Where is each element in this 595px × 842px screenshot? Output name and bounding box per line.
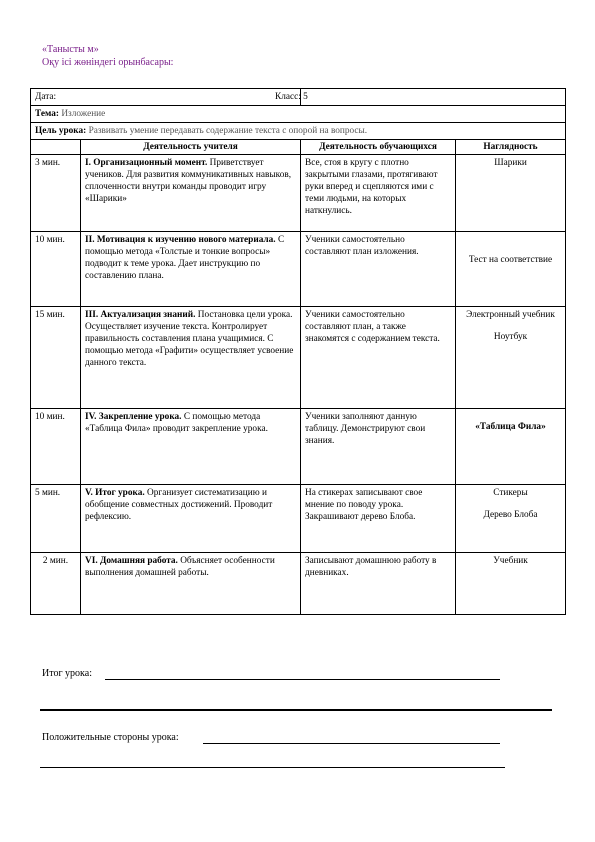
time-cell: 2 мин. [31, 553, 81, 615]
resources-cell [456, 155, 566, 232]
time-cell: 10 мин. [31, 409, 81, 485]
time-cell: 15 мин. [31, 307, 81, 409]
time-cell: 10 мин. [31, 232, 81, 307]
resources-cell [456, 232, 566, 307]
approval-line-1: «Танысты м» [42, 44, 99, 55]
topic-cell [31, 106, 566, 123]
goal-row [31, 123, 566, 140]
stage-title: III. Актуализация знаний. [85, 310, 196, 320]
teacher-cell [81, 307, 301, 409]
topic-row [31, 106, 566, 123]
class-label: Класс: 5 [275, 92, 308, 102]
header-time [31, 140, 81, 155]
teacher-text: Объясняет особенности выполнения домашней работы. [85, 556, 275, 578]
resource-item: Шарики [494, 158, 527, 168]
resources-cell [456, 553, 566, 615]
time-cell: 5 мин. [31, 485, 81, 553]
students-cell: Ученики самостоятельно составляют план изложения. [301, 232, 456, 307]
students-cell: Записывают домашнюю работу в дневниках. [301, 553, 456, 615]
teacher-cell [81, 485, 301, 553]
resource-item: «Таблица Фила» [475, 422, 546, 432]
table-row [31, 307, 566, 409]
positive-blank-line[interactable] [203, 743, 500, 744]
stage-title: I. Организационный момент. [85, 158, 208, 168]
table-row [31, 553, 566, 615]
time-cell: 3 мин. [31, 155, 81, 232]
date-label: Дата: [35, 92, 57, 102]
table-row [31, 485, 566, 553]
topic-value: Изложение [61, 109, 106, 119]
resource-item: Электронный учебник [466, 310, 555, 320]
class-cell [275, 89, 566, 106]
stage-title: VI. Домашняя работа. [85, 556, 178, 566]
resource-item: Дерево Блоба [483, 510, 538, 520]
extra-blank-line[interactable] [40, 767, 505, 768]
resources-cell [456, 307, 566, 409]
goal-label: Цель урока: [35, 126, 87, 136]
lesson-plan-table [30, 88, 566, 615]
teacher-text: С помощью метода «Таблица Фила» проводит закрепление урока. [85, 412, 268, 434]
goal-cell [31, 123, 566, 140]
teacher-text: Организует систематизацию и обобщение совместных достижений. Проводит рефлексию. [85, 488, 273, 522]
stage-title: II. Мотивация к изучению нового материала. [85, 235, 276, 245]
header-teacher: Деятельность учителя [81, 140, 301, 155]
students-cell: Все, стоя в кругу с плотно закрытыми глазами, протягивают руки вперед и сцепляются ими с теми людьми, на которых наткнулись. [301, 155, 456, 232]
stage-title: V. Итог урока. [85, 488, 145, 498]
table-row [31, 232, 566, 307]
goal-value: Развивать умение передавать содержание текста с опорой на вопросы. [88, 126, 368, 136]
teacher-text: Постановка цели урока. Осуществляет изучение текста. Контролирует правильность составления плана учащимися. С помощью метода «Графити» осуществляет усвоение данного текста. [85, 310, 294, 368]
positive-label: Положительные стороны урока: [42, 732, 179, 743]
teacher-cell [81, 553, 301, 615]
teacher-cell [81, 155, 301, 232]
students-text: Ученики заполняют данную таблицу. Демонстрируют свои знания. [305, 412, 426, 446]
topic-label: Тема: [35, 109, 59, 119]
date-row [31, 89, 566, 106]
header-resources: Наглядность [456, 140, 566, 155]
divider [40, 709, 552, 711]
resource-item: Тест на соответствие [468, 255, 553, 265]
resource-item: Стикеры [493, 488, 528, 498]
date-cell [31, 89, 301, 106]
column-header-row [31, 140, 566, 155]
summary-label: Итог урока: [42, 668, 92, 679]
students-cell: Ученики самостоятельно составляют план, а также знакомятся с содержанием текста. [301, 307, 456, 409]
teacher-text: Приветствует учеников. Для развития коммуникативных навыков, сплоченности внутри команды проводит игру «Шарики» [85, 158, 292, 204]
resources-cell [456, 409, 566, 485]
teacher-cell [81, 409, 301, 485]
resources-cell [456, 485, 566, 553]
table-row [31, 409, 566, 485]
summary-blank-line[interactable] [105, 679, 500, 680]
teacher-text: С помощью метода «Толстые и тонкие вопросы» подводит к теме урока. Дает инструкцию по составлению плана. [85, 235, 285, 281]
teacher-cell [81, 232, 301, 307]
resource-item: Учебник [493, 556, 528, 566]
students-cell: На стикерах записывают свое мнение по поводу урока. Закрашивают дерево Блоба. [301, 485, 456, 553]
students-cell [301, 409, 456, 485]
stage-title: IV. Закрепление урока. [85, 412, 182, 422]
table-row [31, 155, 566, 232]
header-students: Деятельность обучающихся [301, 140, 456, 155]
resource-item: Ноутбук [493, 332, 528, 342]
approval-line-2: Оқу ісі жөніндегі орынбасары: [42, 57, 174, 68]
